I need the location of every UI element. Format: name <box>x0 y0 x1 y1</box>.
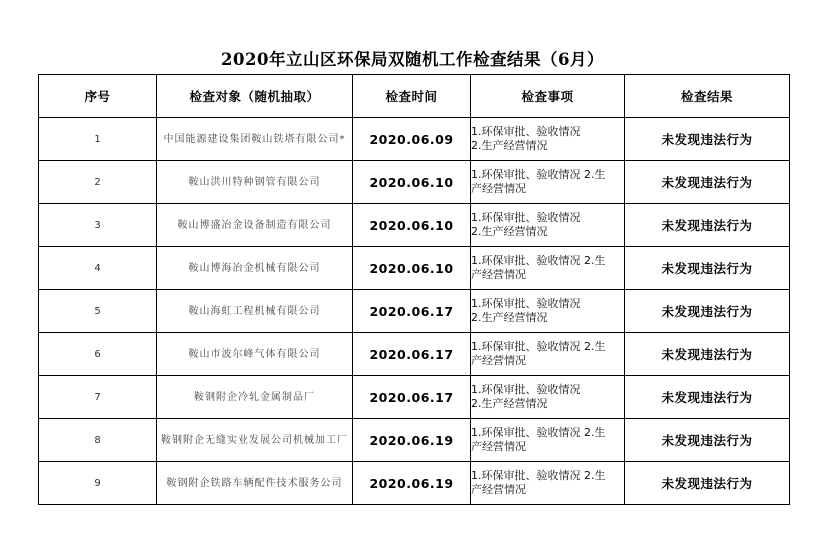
row-seq: 3 <box>39 204 157 247</box>
header-seq: 序号 <box>39 75 157 118</box>
row-items-line-1: 1.环保审批、验收情况 <box>471 125 581 138</box>
row-items-text: 1.环保审批、验收情况 2.生产经营情况 <box>471 254 606 281</box>
row-date: 2020.06.10 <box>353 204 471 247</box>
row-seq: 8 <box>39 419 157 462</box>
row-items-line-2: 2.生产经营情况 <box>471 139 548 152</box>
row-result: 未发现违法行为 <box>625 462 790 505</box>
table-row <box>39 247 790 290</box>
row-result: 未发现违法行为 <box>625 376 790 419</box>
table-header-row <box>39 75 790 118</box>
table-row <box>39 419 790 462</box>
row-date: 2020.06.19 <box>353 419 471 462</box>
row-items-line-2: 2.生产经营情况 <box>471 397 548 410</box>
row-result: 未发现违法行为 <box>625 290 790 333</box>
row-company: 鞍钢附企冷轧金属制品厂 <box>157 376 353 419</box>
row-items-line-1: 1.环保审批、验收情况 <box>471 383 581 396</box>
row-seq: 5 <box>39 290 157 333</box>
row-seq: 1 <box>39 118 157 161</box>
row-seq: 2 <box>39 161 157 204</box>
table-row <box>39 118 790 161</box>
row-company: 鞍山海虹工程机械有限公司 <box>157 290 353 333</box>
row-company: 鞍山市波尔峰气体有限公司 <box>157 333 353 376</box>
row-items-text: 1.环保审批、验收情况 2.生产经营情况 <box>471 340 606 367</box>
table-row <box>39 376 790 419</box>
table-row <box>39 333 790 376</box>
table-row <box>39 204 790 247</box>
row-date: 2020.06.17 <box>353 333 471 376</box>
row-company: 鞍山博海冶金机械有限公司 <box>157 247 353 290</box>
inspection-results-table <box>38 74 790 505</box>
row-result: 未发现违法行为 <box>625 161 790 204</box>
table-body <box>39 118 790 505</box>
row-items-line-2: 2.生产经营情况 <box>471 225 548 238</box>
header-result: 检查结果 <box>625 75 790 118</box>
row-date: 2020.06.10 <box>353 247 471 290</box>
row-result: 未发现违法行为 <box>625 247 790 290</box>
header-target: 检查对象（随机抽取） <box>157 75 353 118</box>
row-items <box>471 333 625 376</box>
row-items-text: 1.环保审批、验收情况 2.生产经营情况 <box>471 168 606 195</box>
page-title: 2020年立山区环保局双随机工作检查结果（6月） <box>221 50 604 69</box>
row-result: 未发现违法行为 <box>625 204 790 247</box>
table-row <box>39 290 790 333</box>
table-row <box>39 161 790 204</box>
row-items <box>471 161 625 204</box>
row-result: 未发现违法行为 <box>625 333 790 376</box>
row-items <box>471 376 625 419</box>
row-seq: 6 <box>39 333 157 376</box>
row-company: 鞍钢附企无缝实业发展公司机械加工厂 <box>157 419 353 462</box>
row-items <box>471 247 625 290</box>
row-company: 鞍山洪川特种钢管有限公司 <box>157 161 353 204</box>
row-items <box>471 462 625 505</box>
row-result: 未发现违法行为 <box>625 118 790 161</box>
row-items-line-1: 1.环保审批、验收情况 <box>471 211 581 224</box>
row-items <box>471 204 625 247</box>
row-date: 2020.06.19 <box>353 462 471 505</box>
header-time: 检查时间 <box>353 75 471 118</box>
row-items-text: 1.环保审批、验收情况 2.生产经营情况 <box>471 469 606 496</box>
row-items-line-1: 1.环保审批、验收情况 <box>471 297 581 310</box>
header-items: 检查事项 <box>471 75 625 118</box>
row-result: 未发现违法行为 <box>625 419 790 462</box>
row-items-text: 1.环保审批、验收情况 2.生产经营情况 <box>471 426 606 453</box>
row-items-line-2: 2.生产经营情况 <box>471 311 548 324</box>
row-items <box>471 290 625 333</box>
row-date: 2020.06.09 <box>353 118 471 161</box>
row-date: 2020.06.17 <box>353 290 471 333</box>
row-company: 鞍山博盛冶金设备制造有限公司 <box>157 204 353 247</box>
table-row <box>39 462 790 505</box>
row-seq: 7 <box>39 376 157 419</box>
row-company: 鞍钢附企铁路车辆配件技术服务公司 <box>157 462 353 505</box>
row-items <box>471 419 625 462</box>
row-seq: 9 <box>39 462 157 505</box>
row-items <box>471 118 625 161</box>
row-seq: 4 <box>39 247 157 290</box>
row-company: 中国能源建设集团鞍山铁塔有限公司* <box>157 118 353 161</box>
row-date: 2020.06.10 <box>353 161 471 204</box>
row-date: 2020.06.17 <box>353 376 471 419</box>
